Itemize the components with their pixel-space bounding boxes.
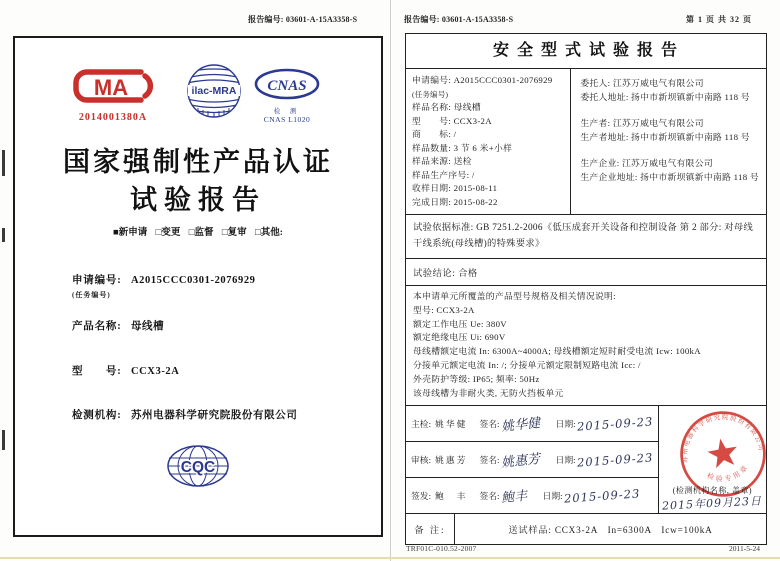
svg-text:CQC: CQC [180, 459, 216, 476]
test-standard-row: 试验依据标准: GB 7251.2-2006《低压成套开关设备和控制设备 第 2 部分: 对母线干线系统(母线槽)的特殊要求》 [406, 215, 766, 259]
sign-label: 签名: [479, 419, 500, 430]
svg-text:ilac-MRA: ilac-MRA [191, 85, 237, 97]
product-spec-row [406, 286, 766, 406]
field-label: 申请编号: [72, 275, 122, 286]
scan-bottom-edge [0, 557, 780, 559]
sample-and-parties-row [406, 69, 766, 215]
cover-report-number-value: 03601-A-15A3358-S [285, 15, 358, 24]
report-table [405, 33, 767, 545]
svg-text:MA: MA [93, 75, 129, 100]
option-review: □复审 [221, 228, 247, 238]
sample-info-line: 型 号: CCX3-2A [412, 115, 492, 126]
report-page-1 [390, 0, 780, 561]
report-number-label: 报告编号: [404, 15, 440, 24]
field-testing-organization [72, 407, 297, 422]
role-label: 签发: [411, 491, 432, 502]
cover-report-number-label: 报告编号: [248, 15, 284, 24]
cover-title-line1: 国家强制性产品认证 [63, 147, 333, 177]
cqc-globe-icon [165, 444, 231, 488]
cnas-lab-code: CNAS L1020 [263, 115, 311, 124]
date-label: 日期: [542, 491, 563, 502]
signature-row-chief-tester [406, 406, 658, 442]
spec-line: 本申请单元所覆盖的产品型号规格及相关情况说明: [413, 291, 616, 301]
signature-block [406, 406, 766, 514]
handwritten-date: 2015-09-23 [576, 450, 654, 470]
stamp-cell [658, 406, 766, 513]
ilac-mra-logo [185, 62, 243, 125]
sample-info-line: 申请编号: A2015CCC0301-2076929 [412, 75, 553, 85]
sample-info-line: 商 标: / [412, 129, 457, 139]
party-line: 生产企业地址: 扬中市新坝镇新中南路 118 号 [580, 171, 759, 182]
handwritten-date: 2015-09-23 [563, 486, 641, 506]
form-code: TRF01C-010.52-2007 [406, 544, 477, 553]
scan-edge-artifact [2, 430, 5, 450]
role-name: 姚华健 [435, 419, 468, 430]
cnas-logo [251, 68, 323, 124]
report-number [404, 14, 513, 25]
scan-edge-artifact [2, 228, 5, 242]
date-label: 日期: [555, 419, 576, 430]
form-date: 2011-5-24 [729, 544, 760, 553]
party-line: 委托人地址: 扬中市新坝镇新中南路 118 号 [580, 91, 750, 102]
field-value: CCX3-2A [130, 366, 180, 377]
svg-text:苏州电器科学研究院股份有限公司: 苏州电器科学研究院股份有限公司 [681, 414, 765, 464]
cqc-logo [15, 444, 381, 493]
cnas-sub-label: 检 测 [273, 108, 301, 115]
cma-logo [71, 68, 155, 123]
scan-edge-artifact [2, 150, 5, 176]
party-line: 生产者地址: 扬中市新坝镇新中南路 118 号 [580, 131, 750, 142]
spec-line: 型号: CCX3-2A [413, 304, 475, 315]
field-value: A2015CCC0301-2076929 [130, 275, 256, 286]
option-change: □变更 [155, 228, 181, 238]
handwritten-signature: 姚惠芳 [500, 452, 541, 472]
field-task-number-note: (任务编号) [72, 291, 111, 299]
sample-info-line: 样品来源: 送检 [412, 156, 472, 166]
signature-row-reviewer [406, 442, 658, 478]
sample-info-line: (任务编号) [412, 89, 449, 99]
sample-info-line: 样品名称: 母线槽 [412, 102, 481, 112]
stamp-date [659, 494, 766, 512]
cma-accreditation-number: 2014001380A [78, 112, 148, 123]
handwritten-signature: 鲍丰 [499, 489, 528, 507]
spec-line: 该母线槽为非耐火类, 无防火挡板单元 [413, 387, 564, 398]
spec-line: 分接单元额定电流 In: /; 分接单元额定限制短路电流 Icc: / [413, 359, 641, 370]
option-supervision: □监督 [188, 228, 214, 238]
signature-row-approver [406, 478, 658, 513]
party-line: 生产企业: 江苏万威电气有限公司 [580, 158, 713, 168]
field-product-name [72, 318, 164, 333]
sample-info-cell [406, 69, 571, 214]
sign-label: 签名: [479, 491, 500, 502]
sign-label: 签名: [479, 455, 500, 466]
remark-label: 备 注: [406, 514, 455, 544]
cover-title-line2: 试验报告 [130, 185, 266, 215]
svg-text:CNAS: CNAS [267, 78, 307, 94]
role-name: 姚惠芳 [435, 455, 468, 466]
sample-info-line: 样品生产序号: / [412, 169, 475, 180]
party-line: 委托人: 江苏万威电气有限公司 [580, 78, 704, 88]
cover-border-box [13, 36, 383, 537]
spec-line: 外壳防护等级: IP65; 频率: 50Hz [413, 373, 540, 384]
spec-line: 母线槽额定电流 In: 6300A~4000A; 母线槽额定短时耐受电流 Icw: 100kA [413, 346, 701, 357]
spec-line: 额定工作电压 Ue: 380V [413, 318, 507, 329]
handwritten-stamp-date: 2015年09月23日 [662, 494, 763, 513]
field-model [72, 363, 179, 378]
remark-value: 送试样品: CCX3-2A In=6300A Icw=100kA [508, 525, 713, 536]
role-name: 鲍 丰 [435, 491, 468, 502]
cnas-icon [254, 68, 320, 101]
spec-line: 额定绝缘电压 Ui: 690V [413, 332, 506, 343]
report-title: 安 全 型 式 试 验 报 告 [406, 34, 766, 69]
date-label: 日期: [555, 455, 576, 466]
ilac-mra-icon [185, 62, 243, 120]
cover-report-number [248, 14, 357, 25]
field-application-number [72, 272, 256, 287]
field-label: 产品名称: [72, 321, 122, 332]
field-label: 检测机构: [72, 410, 122, 421]
remark-row [406, 514, 766, 544]
signature-rows [406, 406, 658, 513]
handwritten-signature: 姚华健 [500, 416, 541, 436]
sample-info-line: 完成日期: 2015-08-22 [412, 196, 498, 207]
application-type-options [15, 224, 381, 238]
party-line: 生产者: 江苏万威电气有限公司 [580, 118, 704, 128]
option-other: □其他: [255, 228, 283, 238]
handwritten-date: 2015-09-23 [576, 414, 654, 434]
sample-info-line: 样品数量: 3 节 6 米+小样 [412, 142, 513, 153]
sample-info-line: 收样日期: 2015-08-11 [412, 183, 498, 193]
test-conclusion-row: 试验结论: 合格 [406, 259, 766, 286]
stamp-caption: (检测机构名称, 盖章) [672, 486, 753, 496]
cma-logo-icon [71, 68, 155, 106]
field-value: 母线槽 [130, 321, 165, 332]
option-new-application: ■新申请 [113, 228, 148, 238]
svg-text:检验专用章: 检验专用章 [705, 463, 751, 484]
report-number-value: 03601-A-15A3358-S [441, 15, 514, 24]
role-label: 审核: [411, 455, 432, 466]
field-label: 型 号: [72, 366, 122, 377]
page-indicator: 第 1 页 共 32 页 [686, 15, 752, 24]
role-label: 主检: [411, 419, 432, 430]
field-value: 苏州电器科学研究院股份有限公司 [130, 410, 298, 421]
parties-cell [571, 69, 766, 214]
